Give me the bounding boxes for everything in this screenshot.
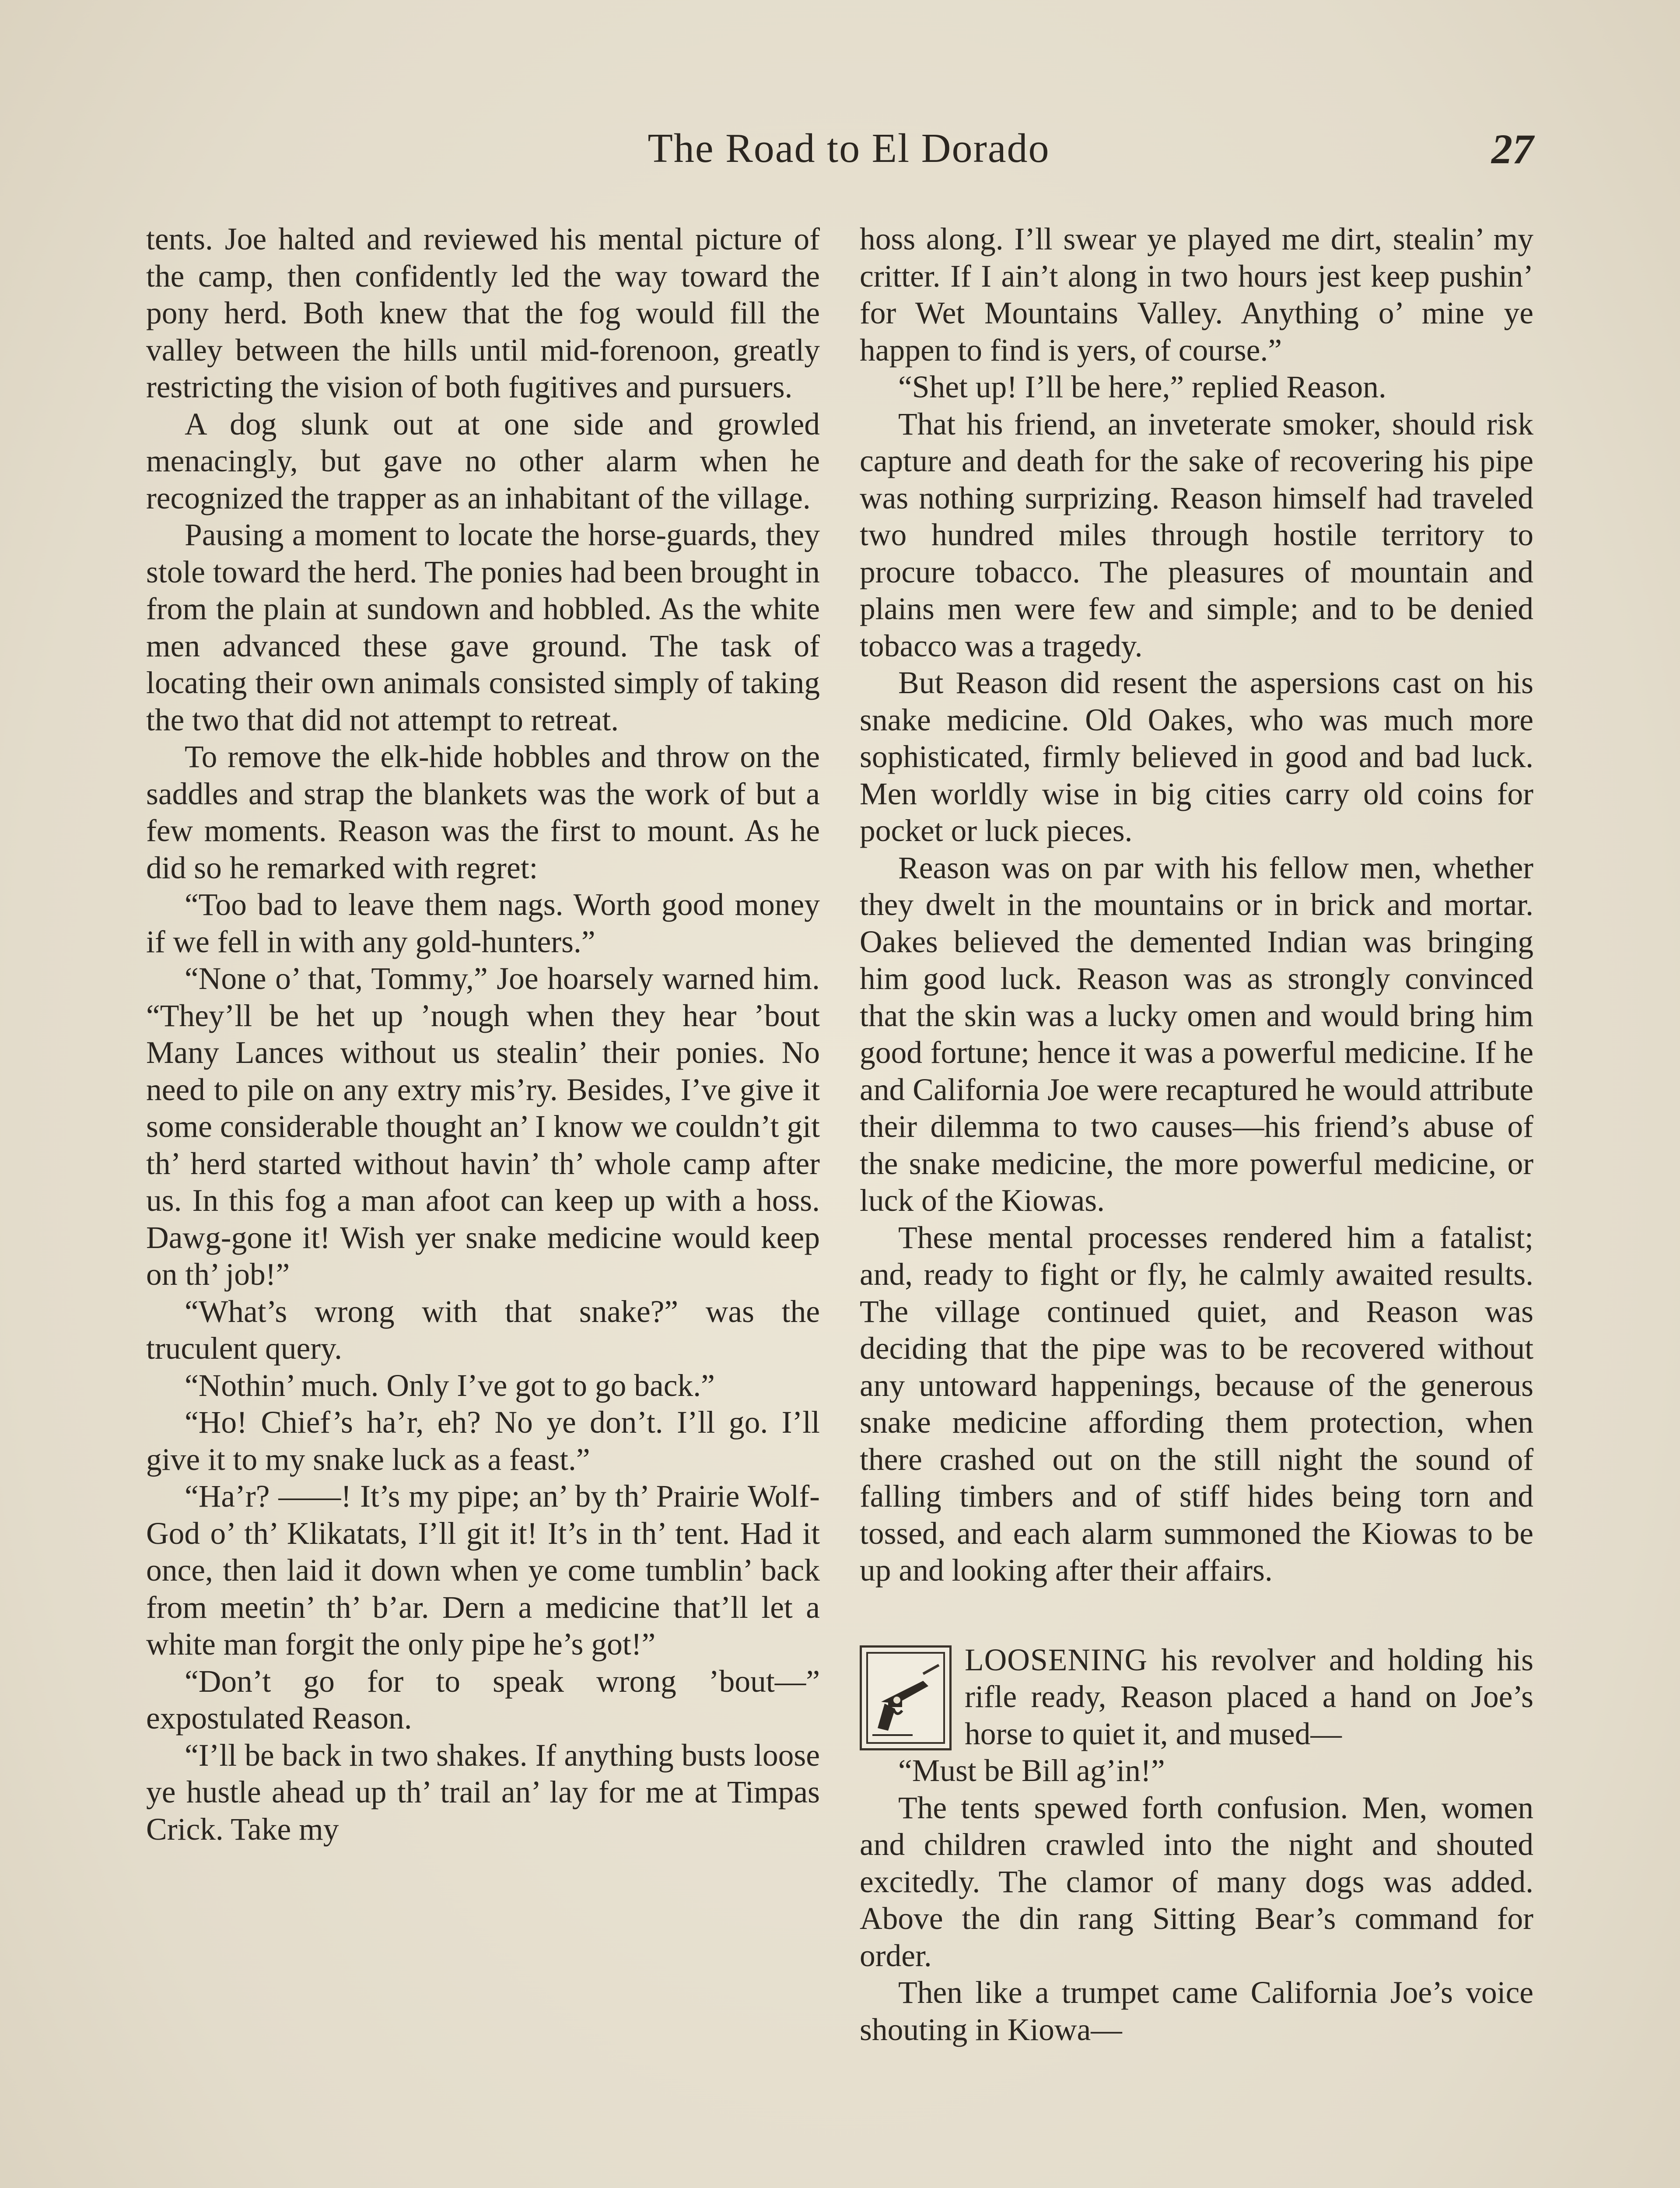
paragraph: “Must be Bill ag’in!” [898,1753,1165,1788]
running-head [0,125,1680,186]
page-number: 27 [1491,126,1533,172]
paragraph: “Nothin’ much. Only I’ve got to go back.” [185,1368,715,1403]
paragraph: “Don’t go for to speak wrong ’bout—” expostulated Reason. [146,1664,820,1736]
paragraph: hoss along. I’ll swear ye played me dirt, stealin’ my critter. If I ain’t along in two hours jest keep pushin’ for Wet Mountains Valley. Anything o’ mine ye happen to find is yers, of course.” [860,222,1533,368]
paragraph: That his friend, an inveterate smoker, should risk capture and death for the sake of recovering his pipe was nothing surprizing. Reason himself had traveled two hundred miles through hostile territory to procure tobacco. The pleasures of mountain and plains men were few and simple; and to be denied tobacco was a tragedy. [860,407,1533,663]
paragraph: Then like a trumpet came California Joe’s voice shouting in Kiowa— [860,1975,1533,2047]
paragraph: Pausing a moment to locate the horse-guards, they stole toward the herd. The ponies had been brought in from the plain at sundown and hobbled. As the white men advanced these gave ground. The task of locating their own animals consisted simply of taking the two that did not attempt to retreat. [146,518,820,737]
paragraph: “None o’ that, Tommy,” Joe hoarsely warned him. “They’ll be het up ’nough when they hear ’bout Many Lances without us stealin’ their ponies. No need to pile on any extry mis’ry. Besides, I’ve give it some considerable thought an’ I know we couldn’t git th’ herd started without havin’ th’ whole camp after us. In this fog a man afoot can keep up with a hoss. Dawg-gone it! Wish yer snake medicine would keep on th’ job!” [146,961,820,1292]
paragraph: “Ha’r? ——! It’s my pipe; an’ by th’ Prairie Wolf-God o’ th’ Klikatats, I’ll git it! It’s in th’ tent. Had it once, then laid it down when ye come tumblin’ back from meetin’ th’ b’ar. Dern a medicine that’ll let a white man forgit the only pipe he’s got!” [146,1479,820,1662]
page-title: The Road to El Dorado [648,126,1050,171]
paragraph: A dog slunk out at one side and growled menacingly, but gave no other alarm when he recognized the trapper as an inhabitant of the village. [146,407,820,515]
paragraph: “I’ll be back in two shakes. If anything busts loose ye hustle ahead up th’ trail an’ lay for me at Timpas Crick. Take my [146,1738,820,1847]
paragraph: “Too bad to leave them nags. Worth good money if we fell in with any gold-hunters.” [146,887,820,959]
paragraph: To remove the elk-hide hobbles and throw on the saddles and strap the blankets was the work of but a few moments. Reason was the first to mount. As he did so he remarked with regret: [146,740,820,885]
paragraph: These mental processes rendered him a fatalist; and, ready to fight or fly, he calmly awaited results. The village continued quiet, and Reason was deciding that the pipe was to be recovered without any untoward happenings, because of the generous snake medicine affording them protection, when there crashed out on the still night the sound of falling timbers and of stiff hides being torn and tossed, and each alarm summoned the Kiowas to be up and looking after their affairs. [860,1220,1533,1588]
paragraph: “What’s wrong with that snake?” was the truculent query. [146,1294,820,1366]
paragraph: The tents spewed forth confusion. Men, women and children crawled into the night and shouted excitedly. The clamor of many dogs was added. Above the din rang Sitting Bear’s command for order. [860,1790,1533,1973]
left-column [146,221,820,1848]
paragraph: But Reason did resent the aspersions cast on his snake medicine. Old Oakes, who was much more sophisticated, firmly believed in good and bad luck. Men worldly wise in big cities carry old coins for pocket or luck pieces. [860,666,1533,848]
section-lead-word: LOOSENING [965,1642,1148,1677]
right-column [860,221,1533,2048]
paragraph: tents. Joe halted and reviewed his mental picture of the camp, then confidently led the way toward the pony herd. Both knew that the fog would fill the valley between the hills until mid-forenoon, greatly restricting the vision of both fugitives and pursuers. [146,222,820,404]
section-opening-paragraph [860,1642,1533,1753]
paragraph: “Shet up! I’ll be here,” replied Reason. [898,370,1386,404]
section-break [860,1589,1533,1642]
paragraph: Reason was on par with his fellow men, whether they dwelt in the mountains or in brick and mortar. Oakes believed the demented Indian was bringing him good luck. Reason was as strongly convinced that the skin was a lucky omen and would bring him good fortune; hence it was a powerful medicine. If he and California Joe were recaptured he would attribute their dilemma to two causes—his friend’s abuse of the snake medicine, the more powerful medicine, or luck of the Kiowas. [860,850,1533,1218]
section-first-text: his revolver and holding his rifle ready, Reason placed a hand on Joe’s horse to quiet it, and mused— [965,1642,1533,1751]
paragraph: “Ho! Chief’s ha’r, eh? No ye don’t. I’ll go. I’ll give it to my snake luck as a feast.” [146,1405,820,1477]
revolver-icon [860,1645,952,1750]
